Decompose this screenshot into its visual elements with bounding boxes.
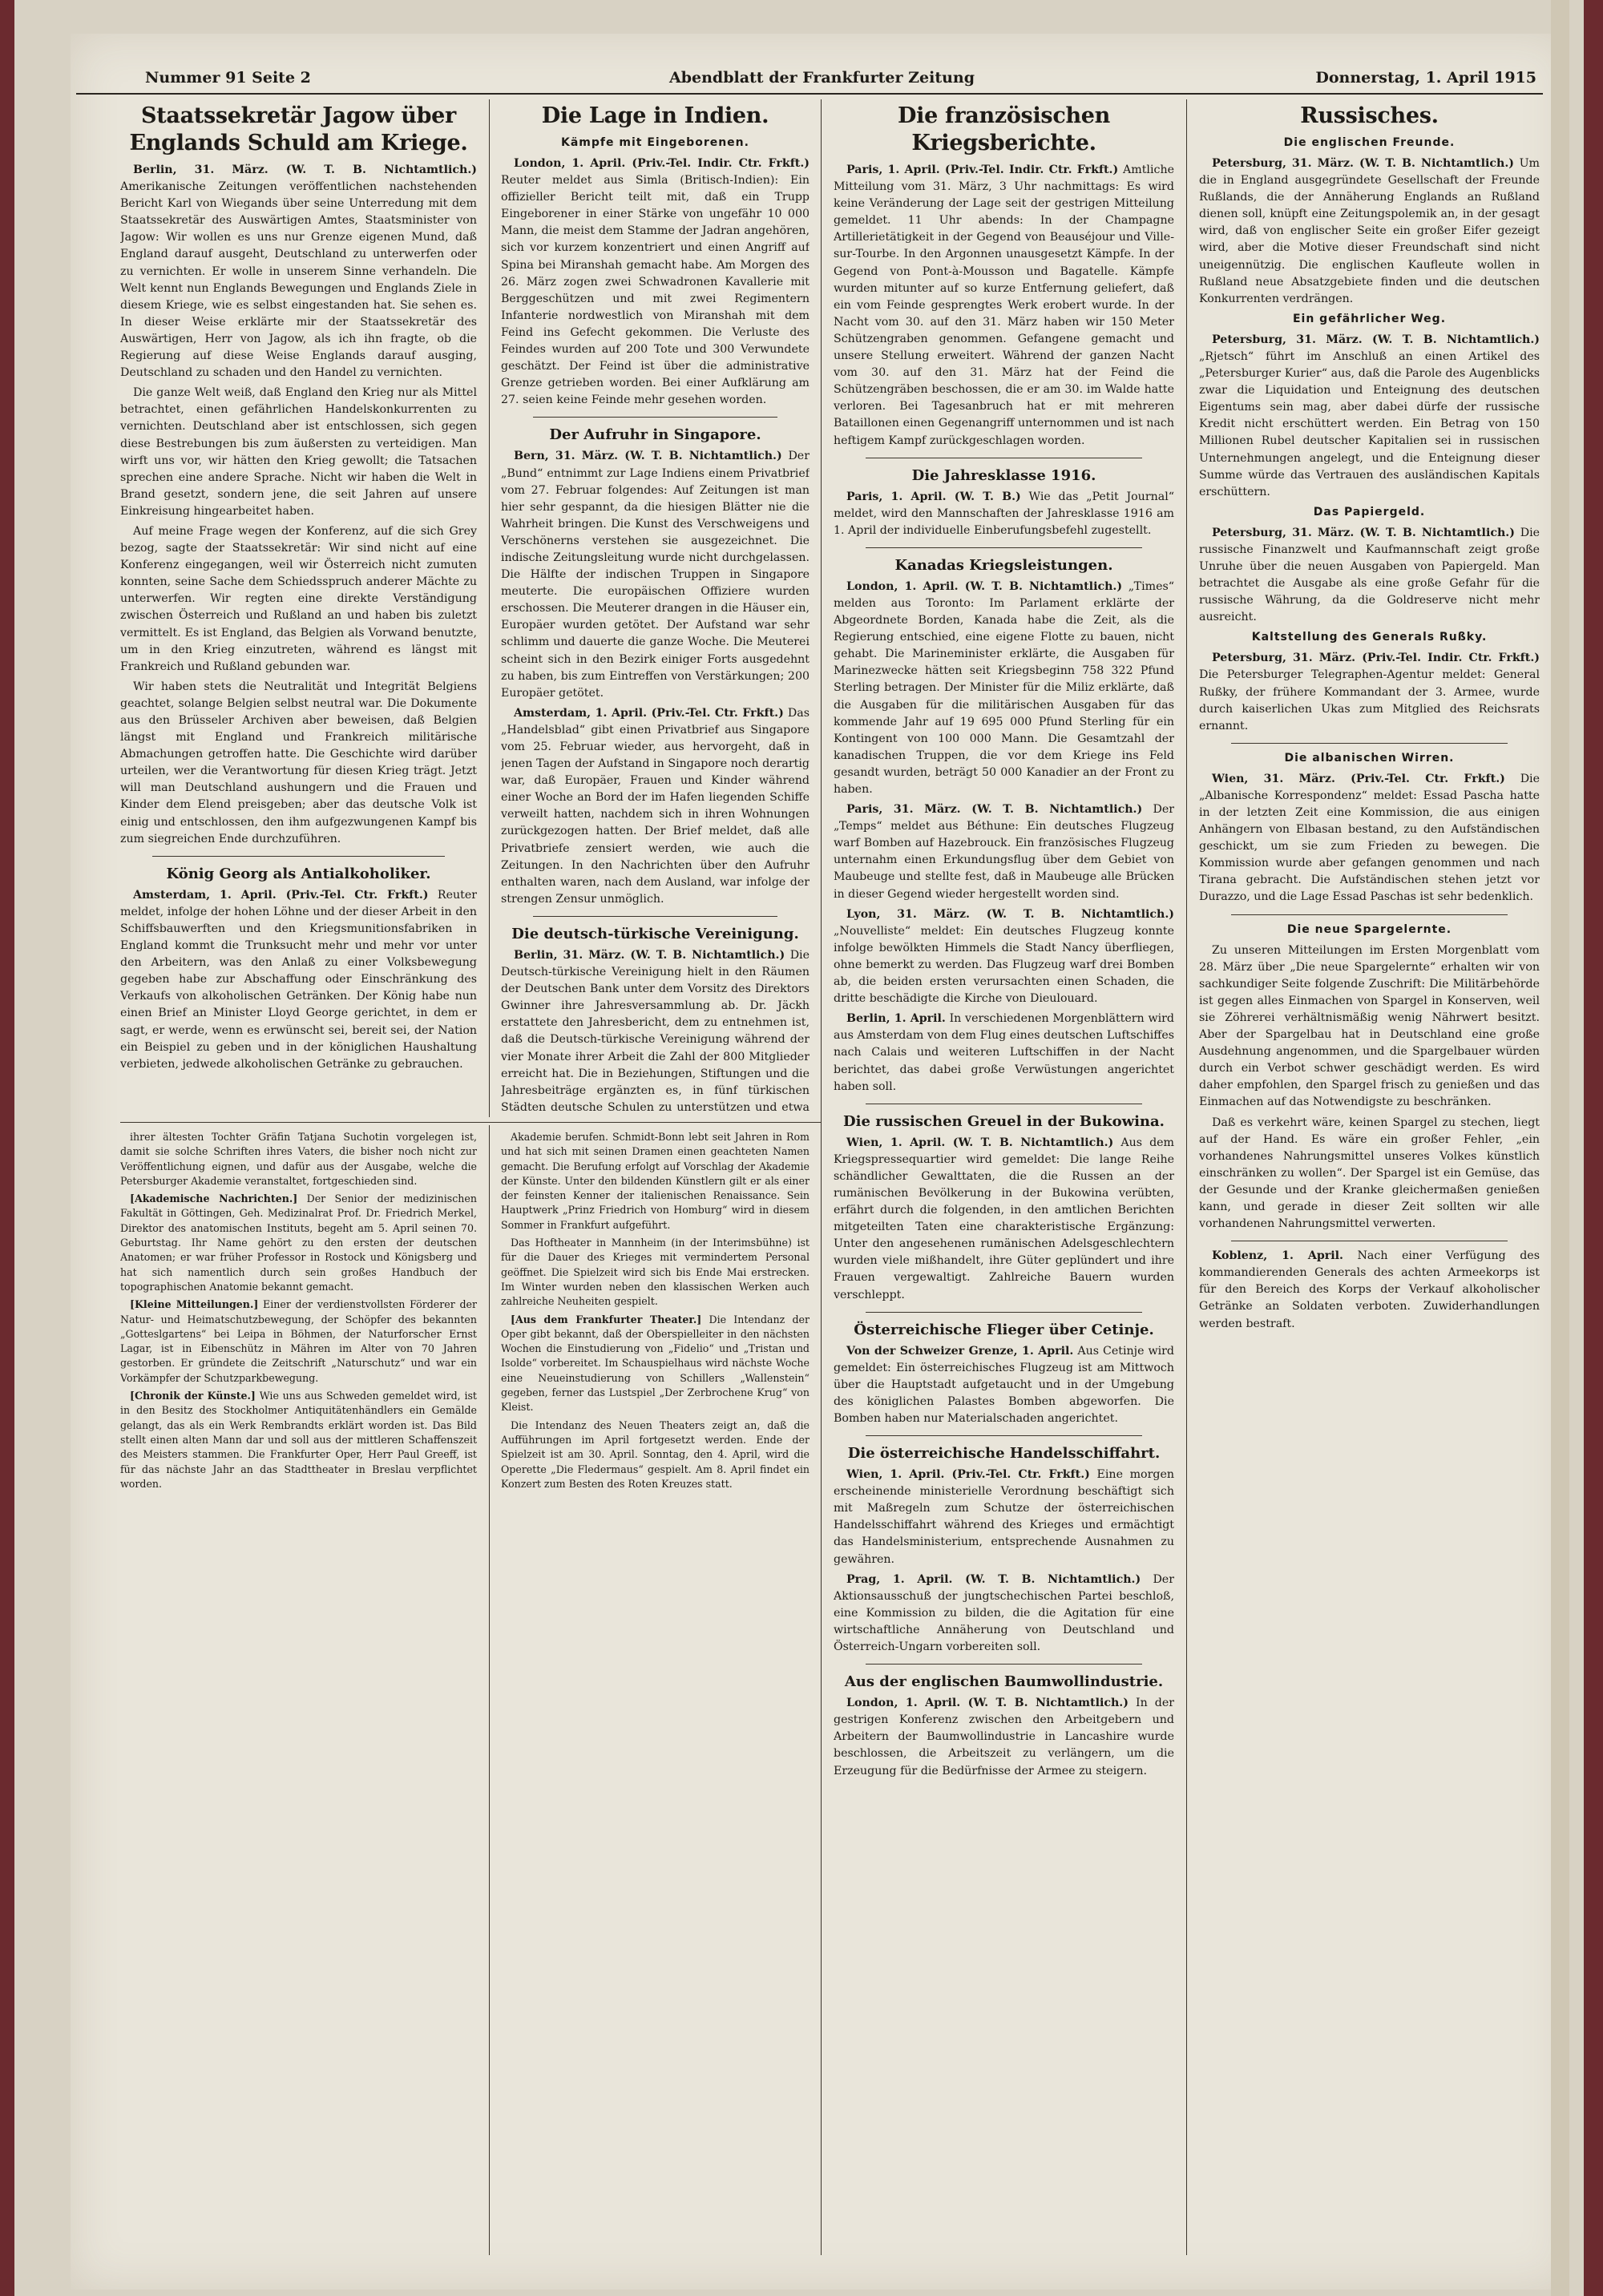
article-text: Zu unseren Mitteilungen im Ersten Morgenblatt vom 28. März über „Die neue Spargelernte“ erhalten wir von sachkundiger Seite folgende Zuschrift: Die Militärbehörde ist gegen alles Einmachen von Spargel in Konserven, weil sie Zöhrerei verhältnismäßig wenig Nährwert besitzt. Aber der Spargelbau hat in Deutschland eine große Ausdehnung angenommen, und die Spargelbauer würden durch ein Verbot schwer geschädigt werden. Es wird daher empfohlen, den Spargel frisch zu genießen und das Einmachen auf das Notwendigste zu beschränken. [1199,943,1540,1109]
column-rule [489,1125,490,2255]
article-title: Die russischen Greuel in der Bukowina. [843,1112,1165,1130]
column-rule [489,99,490,1117]
article-text: Wir haben stets die Neutralität und Integrität Belgiens geachtet, solange Belgien selbst neutral war. Die Dokumente aus den Brüsseler Archiven aber beweisen, daß Belgien längst mit England und Frankreich militärische Abmachungen getroffen hatte. Die Geschichte wird darüber urteilen, wer die Verantwortung für diesen Krieg trägt. Jetzt will man Deutschland aushungern und die Frauen und Kinder dem Elend preisgeben; aber das deutsche Volk ist einig und entschlossen, den ihm aufgezwungenen Kampf bis zum siegreichen Ende durchzuführen. [120,680,477,845]
article-text: Der „Temps“ meldet aus Béthune: Ein deutsches Flugzeug warf Bomben auf Hazebrouck. Ein französisches Flugzeug unternahm einen Erkundungsflug über dem Gebiet von Maubeuge und stellte fest, daß in Maubeuge alle Brücken in dieser Gegend wieder hergestellt worden sind. [834,803,1174,901]
article-title: Kanadas Kriegsleistungen. [894,556,1113,574]
article-subtitle: Ein gefährlicher Weg. [1292,312,1447,325]
feuilleton-text: ihrer ältesten Tochter Gräfin Tatjana Suchotin vorgelegen ist, damit sie solche Schriften ihres Vaters, die bisher noch nicht zur Veröffentlichung eignen, und dafür aus der Ausgabe, welche die Petersburger Akademie veranstaltet, fortgeschieden sind. [120,1131,477,1187]
article-title: Österreichische Flieger über Cetinje. [854,1321,1154,1338]
feuilleton-left [120,1130,477,2252]
article-text: „Times“ melden aus Toronto: Im Parlament erklärte der Abgeordnete Borden, Kanada habe die Zeit, als die Regierung entschied, eine eigene Flotte zu bauen, nicht gehabt. Die Marineminister erklärte, die Ausgaben für Marinezwecke hätten seit Kriegsbeginn 758 322 Pfund Sterling betragen. Der Minister für die Miliz erklärte, daß die Ausgaben für die militärischen Ausgaben für das kommende Jahr auf 19 695 000 Pfund Sterling für ein Kontingent von 100 000 Mann. Die Gesamtzahl der kanadischen Truppen, die vor dem Kriege ins Feld gesandt wurden, beträgt 50 000 Kanadier an der Front zu haben. [834,579,1174,796]
article-subtitle: Die englischen Freunde. [1283,136,1456,149]
separator [152,856,445,857]
dateline: London, 1. April. (Priv.-Tel. Indir. Ctr. Frkft.) [514,157,810,170]
column-russisches [1199,99,1540,2255]
column-indien [501,99,810,1117]
dateline: Koblenz, 1. April. [1212,1249,1343,1263]
feuilleton-text: Akademie berufen. Schmidt-Bonn lebt seit Jahren in Rom und hat sich mit seinen Dramen einen geachteten Namen gemacht. Die Berufung erfolgt auf Vorschlag der Akademie der Künste. Unter den bildenden Künstlern gilt er als einer der feinsten Kenner der italienischen Renaissance. Sein Hauptwerk „Prinz Friedrich von Homburg“ wird in diesem Sommer in Frankfurt aufgeführt. [501,1131,810,1231]
article-title: Die Jahresklasse 1916. [911,466,1096,484]
separator [866,547,1142,548]
section-label: [Aus dem Frankfurter Theater.] [511,1313,702,1326]
article-text: Der „Bund“ entnimmt zur Lage Indiens einem Privatbrief vom 27. Februar folgendes: Auf Zeitungen ist man hier sehr gespannt, da die hiesigen Blätter nie die Wahrheit bringen. Die Kunst des Verschweigens und Verschönerns verstehen sie ausgezeichnet. Die indische Zeitungsleitung wurde nicht durchgelassen. Die Hälfte der indischen Truppen in Singapore meuterte. Die europäischen Offiziere wurden erschossen. Die Meuterer drangen in die Häuser ein, Europäer wurden getötet. Der Aufstand war sehr schlimm und dauerte die ganze Woche. Die Meuterei scheint sich in den Bezirk einiger Forts ausgedehnt zu haben, bis zum Eintreffen von Verstärkungen; 200 Europäer getötet. [501,450,810,700]
article-subtitle: Kaltstellung des Generals Rußky. [1251,631,1488,644]
column-jagow [120,99,477,1117]
dateline: Petersburg, 31. März. (W. T. B. Nichtamtlich.) [1212,526,1515,539]
article-text: Die ganze Welt weiß, daß England den Krieg nur als Mittel betrachtet, einen gefährlichen Handelskonkurrenten zu vernichten. Deutschland aber ist entschlossen, sich gegen diese Bestrebungen bis zum äußersten zu verteidigen. Man wirft uns vor, wir hätten den Krieg gewollt; die Tatsachen sprechen eine andere Sprache. Nicht wir haben die Welt in Brand gesetzt, sondern jene, die seit Jahren auf unsere Einkreisung hingearbeitet haben. [120,386,477,518]
dateline: Berlin, 1. April. [846,1012,946,1026]
separator [866,1435,1142,1436]
article-title: Die österreichische Handelsschiffahrt. [847,1445,1161,1463]
dateline: Berlin, 31. März. (W. T. B. Nichtamtlich.) [514,948,785,962]
article-title: Die deutsch-türkische Vereinigung. [511,925,799,942]
article-title: Der Aufruhr in Singapore. [549,426,761,444]
dateline: Bern, 31. März. (W. T. B. Nichtamtlich.) [514,450,782,463]
issue-date: Donnerstag, 1. April 1915 [1315,69,1536,87]
article-subtitle: Das Papiergeld. [1313,505,1426,519]
article-text: Die Petersburger Telegraphen-Agentur meldet: General Rußky, der frühere Kommandant der 3. Armee, wurde durch kaiserlichen Ukas zum Mitglied des Reichsrats ernannt. [1199,668,1540,732]
article-text: In der gestrigen Konferenz zwischen den Arbeitgebern und Arbeitern der Baumwollindustrie in Lancashire wurde beschlossen, die Arbeitszeit zu verlängern, um die Erzeugung für die Bedürfnisse der Armee zu steigern. [834,1697,1174,1777]
dateline: Paris, 1. April. (Priv.-Tel. Indir. Ctr. Frkft.) [846,163,1119,176]
article-text: Reuter meldet, infolge der hohen Löhne und der dieser Arbeit in den Schiffsbauwerften und den Kriegsmunitionsfabriken in England kommt die Trunksucht mehr und mehr vor unter den Arbeitern, was den Anlaß zu einer Volksbewegung gegeben habe zur Abschaffung oder Einschränkung des Verkaufs von alkoholischen Getränken. Der König habe nun einen Brief an Minister Lloyd George gerichtet, in dem er sagt, er werde, wenn es erwünscht sei, bereit sei, der Nation ein Beispiel zu geben und in der königlichen Haushaltung verbieten, jedwede alkoholischen Getränke zu gebrauchen. [120,888,477,1071]
article-text: Das „Handelsblad“ gibt einen Privatbrief aus Singapore vom 25. Februar wieder, aus hervorgeht, daß in jenen Tagen der Aufstand in Singapore noch derartig war, daß Europäer, Frauen und Kinder während einer Woche an Bord der im Hafen liegenden Schiffe verweilt hatten, nachdem sich in ihren Wohnungen zurückgezogen hatten. Der Brief meldet, daß alle Privatbriefe zensiert werden, wie auch die Zeitungen. In den Nachrichten über den Aufruhr enthalten waren, nach dem Ausland, war infolge der strengen Zensur unmöglich. [501,706,810,906]
dateline: Petersburg, 31. März. (Priv.-Tel. Indir. Ctr. Frkft.) [1212,652,1540,665]
section-label: [Kleine Mitteilungen.] [130,1298,259,1311]
article-title: Russisches. [1300,103,1439,128]
article-text: „Nouvelliste“ meldet: Ein deutsches Flugzeug konnte infolge bewölkten Himmels die Stadt Nancy überfliegen, ohne bemerkt zu werden. Das Flugzeug warf drei Bomben ab, die beiden ersten verursachten einen Schaden, die dritte beschädigte die Kirche von Dieulouard. [834,924,1174,1006]
column-kriegsberichte [834,99,1174,2255]
dateline: Amsterdam, 1. April. (Priv.-Tel. Ctr. Frkft.) [133,888,429,902]
article-text: Auf meine Frage wegen der Konferenz, auf die sich Grey bezog, sagte der Staatssekretär: Wir sind nicht auf eine Konferenz eingegangen, weil wir Österreich nicht zumuten konnten, seine Sache dem Schiedsspruch anderer Mächte zu unterwerfen. Wir regten eine direkte Verständigung zwischen Österreich und Rußland an und haben bis zuletzt vermittelt. Es ist England, das Belgien als Vorwand benutzte, um in den Krieg einzutreten, während es längst mit Frankreich und Rußland gebunden war. [120,524,477,673]
article-text: Die russische Finanzwelt und Kaufmannschaft zeigt große Unruhe über die neuen Ausgaben von Papiergeld. Man betrachtet die Ausgabe als eine große Gefahr für die russische Währung, da die Goldreserve nicht mehr ausreicht. [1199,526,1540,624]
article-text: Amerikanische Zeitungen veröffentlichen nachstehenden Bericht Karl von Wiegands über seine Unterredung mit dem Staatssekretär des Auswärtigen Amtes, Staatsminister von Jagow: Wir wollen es uns nur Grenze eigenen Mund, daß England darauf ausgeht, Deutschland zu unterwerfen oder zu vernichten. Er wolle in unserem Sinne verhandeln. Die Welt kennt nun Englands Bewegungen und Englands Ziele in diesem Kriege, wie es selbst eingestanden hat. Sie sehen es. In dieser Weise erklärte mir der Staatssekretär des Auswärtigen, Herr von Jagow, als ich ihn fragte, ob die Regierung auf diese Weise Englands darauf ausging, Deutschland zu schaden und den Handel zu vernichten. [120,180,477,380]
dateline: Prag, 1. April. (W. T. B. Nichtamtlich.) [846,1572,1141,1586]
dateline: Paris, 1. April. (W. T. B.) [846,490,1021,503]
article-text: „Rjetsch“ führt im Anschluß an einen Artikel des „Petersburger Kurier“ aus, daß die Parole des Augenblicks zwar die Liquidation und Enteignung des deutschen Eigentums sein mag, aber dabei dürfe der russische Kredit nicht erschüttert werden. Ein Betrag von 150 Millionen Rubel deutscher Kapitalien sei in russischen Unternehmungen angelegt, und die Enteignung dieser Summe würde das Vertrauen des ausländischen Kapitals erschüttern. [1199,349,1540,498]
column-rule [1186,99,1187,2255]
dateline: Paris, 31. März. (W. T. B. Nichtamtlich.) [846,803,1143,817]
feuilleton-text: Der Senior der medizinischen Fakultät in Göttingen, Geh. Medizinalrat Prof. Dr. Friedrich Merkel, Direktor des anatomischen Instituts, begeht am 5. April seinen 70. Geburtstag. Ihr Name gehört zu den ersten der deutschen Anatomen; er war früher Professor in Rostock und Königsberg und hat sich namentlich durch sein großes Handbuch der topographischen Anatomie bekannt gemacht. [120,1192,477,1293]
dateline: Lyon, 31. März. (W. T. B. Nichtamtlich.) [846,907,1174,921]
article-text: Der Aktionsausschuß der jungtschechischen Partei beschloß, eine Kommission zu bilden, die die Agitation für eine wirtschaftliche Annäherung von Deutschland und Österreich-Ungarn vorbereiten soll. [834,1572,1174,1654]
article-text: Die Deutsch-türkische Vereinigung hielt in den Räumen der Deutschen Bank unter dem Vorsitz des Direktors Gwinner ihre Jahresversammlung ab. Dr. Jäckh erstattete den Jahresbericht, dem zu entnehmen ist, daß die Deutsch-türkische Vereinigung während der vier Monate ihrer Arbeit die Zahl der 800 Mitglieder erreicht hat. Die in Beziehungen, Stiftungen und die Jahresbeiträge ergänzten es, in fünf türkischen Städten deutsche Schulen zu unterstützen und etwa [501,948,810,1114]
masthead [76,64,1543,95]
dateline: Petersburg, 31. März. (W. T. B. Nichtamtlich.) [1212,333,1540,346]
article-text: Nach einer Verfügung des kommandierenden Generals des achten Armeekorps ist für den Bereich des Korps der Verkauf alkoholischer Getränke an Soldaten verboten. Zuwiderhandlungen werden bestraft. [1199,1249,1540,1330]
article-text: Die „Albanische Korrespondenz“ meldet: Essad Pascha hatte in der letzten Zeit eine Kommission, die aus einigen Anhängern von Elbasan bestand, zu den Aufständischen geschickt, um sie zum Frieden zu bewegen. Die Kommission wurde aber gefangen genommen und nach Tirana gebracht. Die Aufständischen stehen jetzt vor Durazzo, und die Lage Essad Paschas ist sehr bedenklich. [1199,772,1540,904]
separator [1231,914,1508,915]
separator [866,1312,1142,1313]
feuilleton-right [501,1130,810,2252]
article-title: Die Lage in Indien. [541,103,769,128]
column-rule [821,99,822,2255]
article-subtitle: Die albanischen Wirren. [1284,751,1455,765]
feuilleton-text: Einer der verdienstvollsten Förderer der Natur- und Heimatschutzbewegung, der Schöpfer des bekannten „Gotteslgartens“ bei Leipa in Böhmen, der Naturforscher Ernst Lagar, ist in Eibenschütz in Mähren im Alter von 70 Jahren gestorben. Er gründete die Zeitschrift „Naturschutz“ und war ein Vorkämpfer der Schutzparkbewegung. [120,1298,477,1384]
article-text: In verschiedenen Morgenblättern wird aus Amsterdam von dem Flug eines deutschen Luftschiffes nach Calais und weiteren Luftschiffen in der Nacht berichtet, das dabei große Verwüstungen angerichtet haben soll. [834,1012,1174,1093]
article-title: Aus der englischen Baumwollindustrie. [844,1673,1164,1691]
article-title: Staatssekretär Jagow über Englands Schuld am Kriege. [129,103,468,155]
article-title: Die französischen Kriegsberichte. [898,103,1110,155]
dateline: London, 1. April. (W. T. B. Nichtamtlich.) [846,1697,1129,1710]
article-title: König Georg als Antialkoholiker. [166,865,431,882]
article-text: Aus dem Kriegspressequartier wird gemeldet: Die lange Reihe schändlicher Gewalttaten, die die Russen an der rumänischen Bevölkerung in der Bukowina verübten, erfährt durch die folgenden, in den amtlichen Berichten mitgeteilten Taten eine charakteristische Ergänzung: Unter den angesehenen rumänischen Adelsgeschlechtern wurden viele mißhandelt, ihre Güter geplündert und ihre Frauen vergewaltigt. Zahlreiche Bauern wurden verschleppt. [834,1136,1174,1301]
feuilleton-text: Wie uns aus Schweden gemeldet wird, ist in den Besitz des Stockholmer Antiquitätenhändlers ein Gemälde gelangt, das als ein Werk Rembrandts erklärt worden ist. Das Bild stellt einen alten Mann dar und soll aus der mittleren Schaffenszeit des Meisters stammen. Die Frankfurter Oper, Herr Paul Greeff, ist für das nächste Jahr an das Stadttheater in Breslau verpflichtet worden. [120,1390,477,1490]
article-text: Aus Cetinje wird gemeldet: Ein österreichisches Flugzeug ist am Mittwoch über die Hauptstadt aufgetaucht und in der Umgebung des königlichen Palastes Bomben abgeworfen. Die Bomben haben nur Materialschaden angerichtet. [834,1344,1174,1425]
article-text: Um die in England ausgegründete Gesellschaft der Freunde Rußlands, die der Annäherung Englands an Rußland dienen soll, knüpft eine Zeitungspolemik an, in der gesagt wird, daß von englischer Seite ein großer Eifer gezeigt wird, aber die Motive dieser Freundschaft sind nicht uneigennützig. Die englischen Kaufleute wollen in Rußland neue Absatzgebiete finden und die deutschen Konkurrenten verdrängen. [1199,157,1540,305]
dateline: London, 1. April. (W. T. B. Nichtamtlich.) [846,579,1123,593]
dateline: Wien, 31. März. (Priv.-Tel. Ctr. Frkft.) [1212,772,1505,785]
article-text: Eine morgen erscheinende ministerielle Verordnung beschäftigt sich mit Maßregeln zum Schutze der österreichischen Handelsschiffahrt während des Krieges und ermächtigt das Handelsministerium, entsprechende Ausnahmen zu gewähren. [834,1468,1174,1566]
article-subtitle: Kämpfe mit Eingeborenen. [561,136,749,149]
separator [533,916,777,917]
separator [533,417,777,418]
dateline: Petersburg, 31. März. (W. T. B. Nichtamtlich.) [1212,157,1514,170]
article-text: Amtliche Mitteilung vom 31. März, 3 Uhr nachmittags: Es wird keine Veränderung der Lage seit der gestrigen Mitteilung gemeldet. 11 Uhr abends: In der Champagne Artillerietätigkeit in der Gegend von Beauséjour und Ville-sur-Tourbe. In den Argonnen unausgesetzt Kämpfe. In der Gegend von Pont-à-Mousson und Bagatelle. Kämpfe wurden mitunter auf so kurze Entfernung geliefert, daß ein vom Feinde gesprengtes Werk erobert wurde. In der Nacht vom 30. auf den 31. März haben wir 150 Meter Schützengraben genommen. Gefangene gemacht und unsere Stellung erweitert. Während der ganzen Nacht vom 30. auf den 31. März hat der Feind die Schützengräben beschossen, die er am 30. im Walde hatte verloren. Bei Tagesanbruch hat er mit mehreren Bataillonen einen Gegenangriff unternommen und ist nach heftigem Kampf zurückgeschlagen worden. [834,163,1174,447]
page-number: Nummer 91 Seite 2 [145,69,311,87]
feuilleton-text: Das Hoftheater in Mannheim (in der Interimsbühne) ist für die Dauer des Krieges mit vermindertem Personal geöffnet. Die Spielzeit wird sich bis Ende Mai erstrecken. Im Winter wurden neben den klassischen Werken auch zahlreiche Neuheiten gespielt. [501,1237,810,1308]
binding-strip [1551,0,1569,2296]
article-text: Wie das „Petit Journal“ meldet, wird den Mannschaften der Jahresklasse 1916 am 1. April der individuelle Einberufungsbefehl zugestellt. [834,490,1174,537]
feuilleton-rule [120,1122,821,1123]
feuilleton-text: Die Intendanz des Neuen Theaters zeigt an, daß die Aufführungen im April fortgesetzt werden. Ende der Spielzeit ist am 30. April. Sonntag, den 4. April, wird die Operette „Die Fledermaus“ gespielt. Am 8. April findet ein Konzert zum Besten des Roten Kreuzes statt. [501,1418,810,1490]
dateline: Wien, 1. April. (Priv.-Tel. Ctr. Frkft.) [846,1468,1090,1482]
feuilleton-text: Die Intendanz der Oper gibt bekannt, daß der Oberspielleiter in den nächsten Wochen die Einstudierung von „Fidelio“ und „Tristan und Isolde“ vorbereitet. Im Schauspielhaus wird nächste Woche eine Neueinstudierung von Schillers „Wallenstein“ gegeben, ferner das Lustspiel „Der Zerbrochene Krug“ von Kleist. [501,1313,810,1414]
section-label: [Akademische Nachrichten.] [130,1192,298,1205]
newspaper-title: Abendblatt der Frankfurter Zeitung [669,69,975,87]
article-text: Daß es verkehrt wäre, keinen Spargel zu stechen, liegt auf der Hand. Es wäre ein großer Fehler, „ein vorhandenes Nahrungsmittel unseres Volkes künstlich einschränken zu wollen“. Der Spargel ist ein Gemüse, das der Gesunde und der Kranke gleichermaßen genießen kann, und gerade in dieser Zeit sollten wir alle vorhandenen Nahrungsmittel verwerten. [1199,1116,1540,1231]
dateline: Von der Schweizer Grenze, 1. April. [846,1344,1074,1358]
dateline: Wien, 1. April. (W. T. B. Nichtamtlich.) [846,1136,1114,1149]
article-subtitle: Die neue Spargelernte. [1286,922,1452,936]
separator [1231,743,1508,744]
article-text: Reuter meldet aus Simla (Britisch-Indien): Ein offizieller Bericht teilt mit, daß ein Trupp Eingeborener in einer Stärke von ungefähr 10 000 Mann, die meist dem Stamme der Jadran angehören, sich vor kurzem konzentriert und einen Angriff auf Spina bei Miranshah gemacht habe. Am Morgen des 26. März zogen zwei Schwadronen Kavallerie mit Berggeschützen und mit zwei Regimentern Infanterie nordwestlich von Miranshah mit dem Feind ins Gefecht gekommen. Die Verluste des Feindes wurden auf 200 Tote und 300 Verwundete geschätzt. Der Feind ist über die administrative Grenze getrieben worden. Bei einer Aufklärung am 27. seien keine Feinde mehr gesehen worden. [501,174,810,407]
dateline: Amsterdam, 1. April. (Priv.-Tel. Ctr. Frkft.) [514,706,784,720]
section-label: [Chronik der Künste.] [130,1390,256,1402]
dateline: Berlin, 31. März. (W. T. B. Nichtamtlich.) [133,163,477,176]
